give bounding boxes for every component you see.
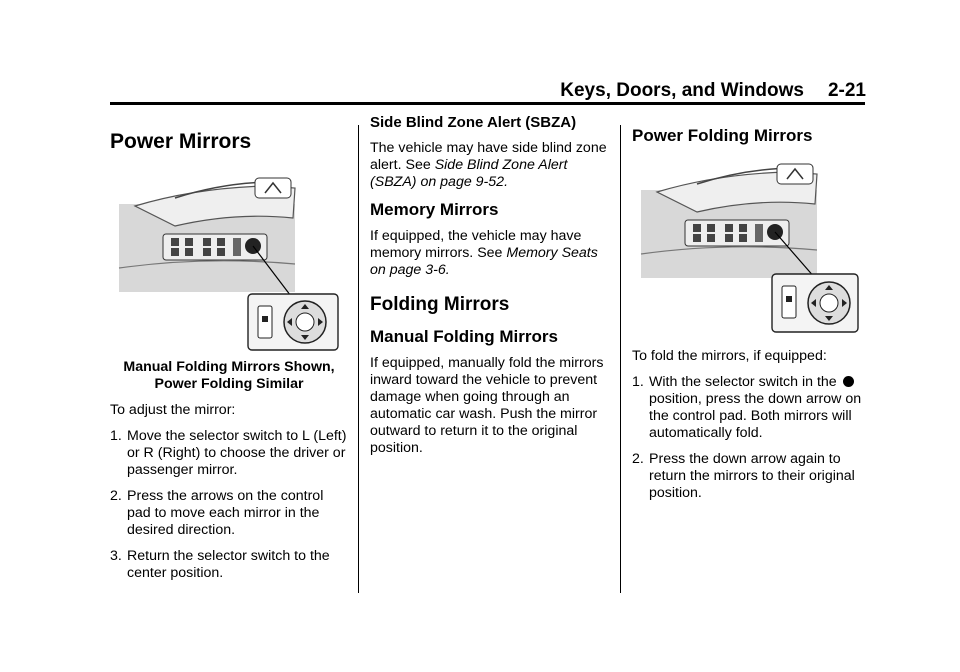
list-text: Press the down arrow again to return the mirrors to their original position. [649, 451, 855, 501]
step-text: With the selector switch in the [649, 374, 837, 390]
section-title: Keys, Doors, and Windows [560, 80, 804, 101]
memory-paragraph [370, 228, 610, 279]
list-text: Return the selector switch to the center position. [127, 548, 330, 581]
heading-folding-mirrors: Folding Mirrors [370, 294, 510, 315]
door-panel-drawing [115, 168, 340, 353]
list-item [110, 488, 348, 539]
page-number: 2-21 [827, 80, 866, 101]
sbza-link[interactable]: Side Blind Zone Alert (SBZA) on page 9-52. [370, 157, 568, 190]
column-divider [358, 125, 359, 593]
list-text [649, 374, 868, 442]
step-text: position, press the down arrow on the control pad. Both mirrors will automatically fold. [649, 391, 862, 441]
running-header [560, 80, 866, 102]
intro-text: To fold the mirrors, if equipped: [632, 348, 827, 364]
list-text: Move the selector switch to L (Left) or R (Right) to choose the driver or passenger mirror. [127, 428, 347, 478]
sbza-text: The vehicle may have side blind zone alert. See [370, 140, 607, 173]
list-item [632, 374, 868, 442]
column-2 [370, 114, 610, 466]
heading-power-mirrors: Power Mirrors [110, 130, 252, 153]
memory-seats-link[interactable]: Memory Seats on page 3-6. [370, 245, 598, 278]
figure-caption [110, 359, 348, 393]
list-number: 1. [110, 428, 122, 444]
list-number: 2. [110, 488, 122, 504]
manual-folding-text: If equipped, manually fold the mirrors inward toward the vehicle to prevent damage when going through an automatic car wash. Push the mirror outward to return it to the original position. [370, 355, 604, 456]
caption-line: Power Folding Similar [154, 376, 304, 392]
caption-line: Manual Folding Mirrors Shown, [123, 359, 335, 375]
list-number: 3. [110, 548, 122, 564]
heading-manual-folding: Manual Folding Mirrors [370, 327, 558, 346]
list-item [632, 451, 868, 502]
column-divider [620, 125, 621, 593]
heading-power-folding: Power Folding Mirrors [632, 126, 813, 145]
memory-text: If equipped, the vehicle may have memory mirrors. See [370, 228, 582, 261]
door-panel-illustration-2 [637, 156, 862, 336]
door-panel-drawing-2 [637, 156, 862, 336]
door-panel-illustration [115, 168, 340, 353]
intro-text: To adjust the mirror: [110, 402, 236, 418]
column-3 [632, 114, 868, 511]
heading-memory-mirrors: Memory Mirrors [370, 200, 499, 219]
list-item [110, 548, 348, 582]
list-number: 2. [632, 451, 644, 467]
column-1 [110, 114, 348, 591]
list-item [110, 428, 348, 479]
list-number: 1. [632, 374, 644, 390]
list-text: Press the arrows on the control pad to move each mirror in the desired direction. [127, 488, 324, 538]
heading-sbza: Side Blind Zone Alert (SBZA) [370, 114, 577, 131]
header-rule [110, 102, 865, 105]
sbza-paragraph [370, 140, 610, 191]
center-dot-icon [843, 376, 854, 387]
